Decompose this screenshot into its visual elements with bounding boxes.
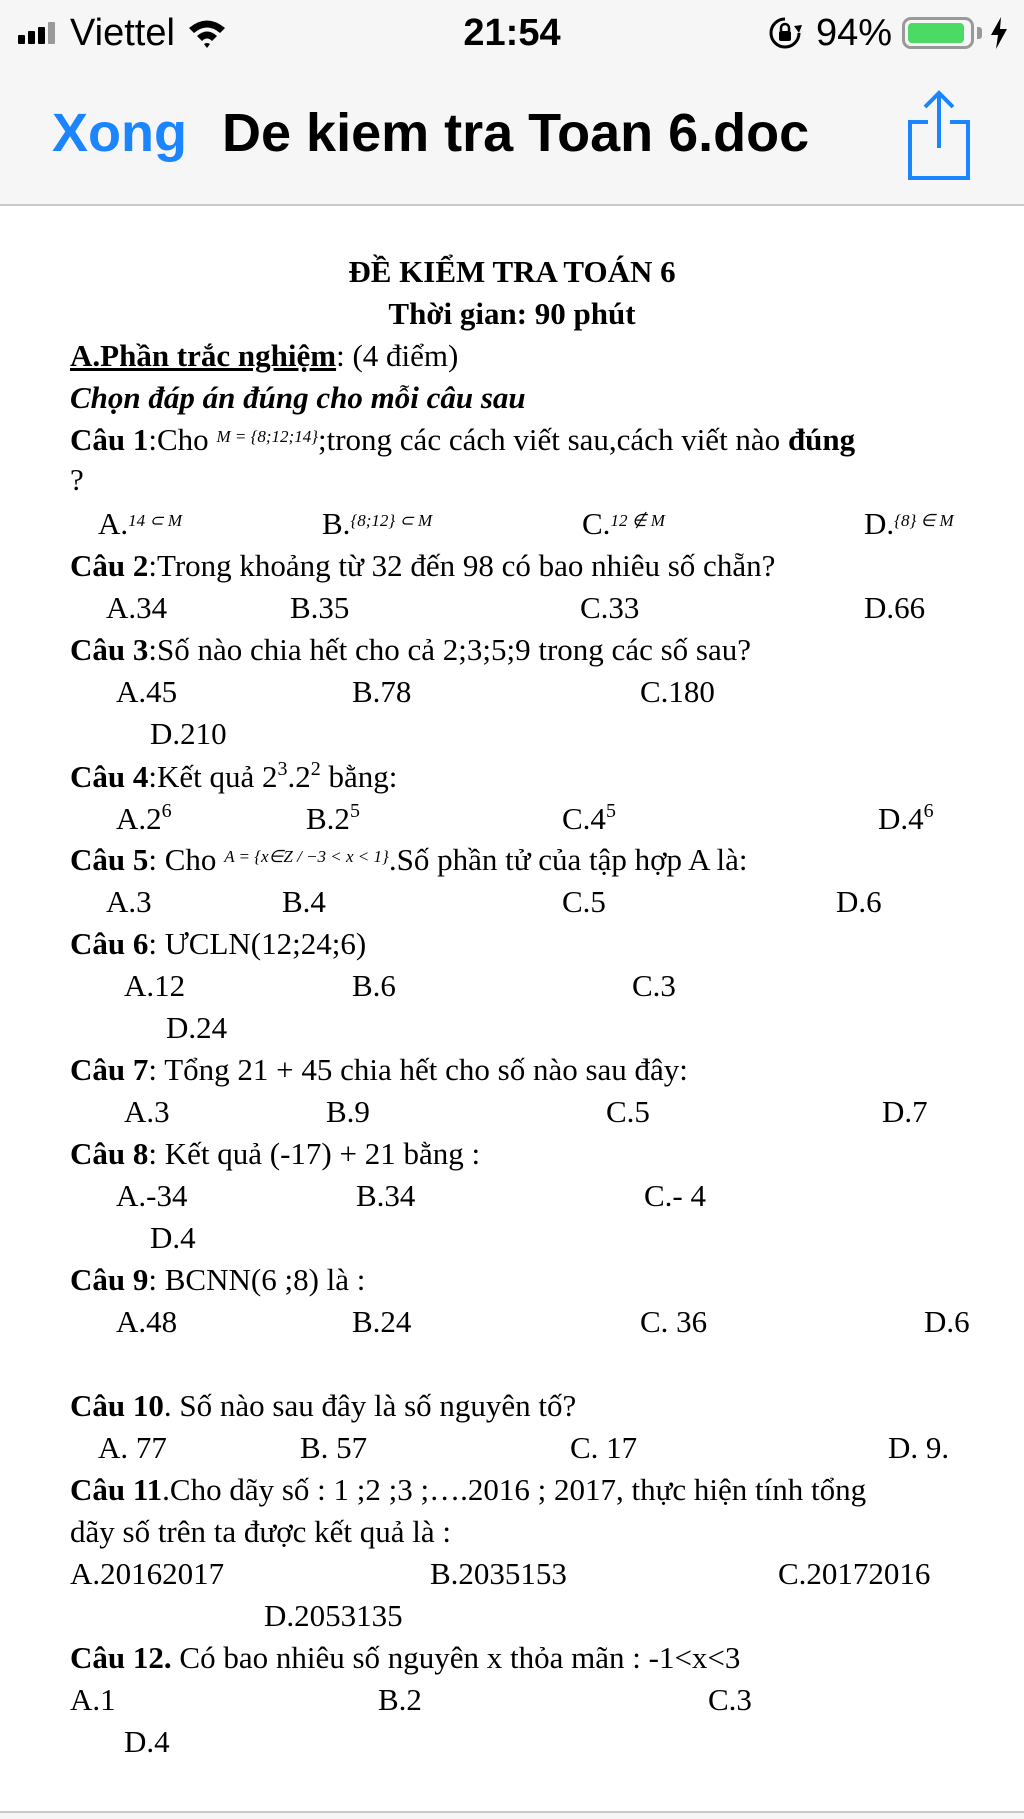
question-9: Câu 9: BCNN(6 ;8) là : xyxy=(70,1262,366,1297)
q4-answer-c: $C.4^5$ xyxy=(562,800,616,836)
document-page[interactable] xyxy=(0,206,1024,1817)
q7-answer-c: C.5 xyxy=(606,1094,650,1129)
exam-heading: ĐỀ KIỂM TRA TOÁN 6 xyxy=(348,254,676,289)
q5-answer-a: A.3 xyxy=(106,884,152,919)
question-1: Câu 1:Cho $^{M = \{8;12;14\}}$;trong các cách viết sau,cách viết nào đúng xyxy=(70,422,856,457)
q1-answer-c: C.$^{12 \notin M}$ xyxy=(582,506,665,541)
q3-answer-c: C.180 xyxy=(640,674,715,709)
q1-answer-a: A.$^{14 \subset M}$ xyxy=(98,506,183,541)
q2-answer-b: B.35 xyxy=(290,590,350,625)
battery-cap xyxy=(977,27,982,39)
question-1-cont: ? xyxy=(70,462,84,497)
q11-answer-a: A.20162017 xyxy=(70,1556,225,1591)
question-5: Câu 5: Cho $^{A = \{x\in Z / -3 < x < 1\}}$.Số phần tử của tập hợp A là: xyxy=(70,842,748,877)
q7-answer-d: D.7 xyxy=(882,1094,928,1129)
status-time: 21:54 xyxy=(463,12,561,54)
q9-answer-a: A.48 xyxy=(116,1304,178,1339)
rotation-lock-icon xyxy=(768,16,802,50)
battery-icon xyxy=(902,17,974,49)
q12-answer-a: A.1 xyxy=(70,1682,116,1717)
q7-answer-a: A.3 xyxy=(124,1094,170,1129)
question-11-cont: dãy số trên ta được kết quả là : xyxy=(70,1514,451,1549)
q5-answer-d: D.6 xyxy=(836,884,882,919)
question-12: Câu 12. Có bao nhiêu số nguyên x thỏa mãn : -1<x<3 xyxy=(70,1640,741,1675)
q5-answer-b: B.4 xyxy=(282,884,326,919)
q3-answer-d: D.210 xyxy=(150,716,227,751)
q4-answer-a: $A.2^6$ xyxy=(116,800,172,836)
navigation-bar xyxy=(0,66,1024,206)
q11-answer-b: B.2035153 xyxy=(430,1556,567,1591)
question-10: Câu 10. Số nào sau đây là số nguyên tố? xyxy=(70,1388,577,1423)
instruction: Chọn đáp án đúng cho mỗi câu sau xyxy=(70,380,526,415)
charging-bolt-icon xyxy=(988,16,1010,50)
status-right xyxy=(768,8,1010,58)
question-4: Câu 4:Kết quả $2^3.2^2$ bằng: xyxy=(70,758,398,794)
q12-answer-d: D.4 xyxy=(124,1724,170,1759)
carrier-name: Viettel xyxy=(70,11,175,54)
page-bottom-edge xyxy=(0,1811,1024,1819)
done-button[interactable]: Xong xyxy=(52,103,187,163)
q7-answer-b: B.9 xyxy=(326,1094,370,1129)
q1-answer-d: D.$^{\{8\} \in M}$ xyxy=(864,506,954,541)
q5-answer-c: C.5 xyxy=(562,884,606,919)
question-3: Câu 3:Số nào chia hết cho cả 2;3;5;9 trong các số sau? xyxy=(70,632,751,667)
q2-answer-a: A.34 xyxy=(106,590,168,625)
q11-answer-c: C.20172016 xyxy=(778,1556,931,1591)
q9-answer-b: B.24 xyxy=(352,1304,412,1339)
q3-answer-b: B.78 xyxy=(352,674,412,709)
battery-percent: 94% xyxy=(815,11,892,54)
q6-answer-a: A.12 xyxy=(124,968,186,1003)
section-a-title: A.Phần trắc nghiệm: (4 điểm) xyxy=(70,338,459,373)
q6-answer-c: C.3 xyxy=(632,968,676,1003)
battery-fill xyxy=(908,23,964,43)
q12-answer-c: C.3 xyxy=(708,1682,752,1717)
q4-answer-b: $B.2^5$ xyxy=(306,800,360,836)
q10-answer-b: B. 57 xyxy=(300,1430,368,1465)
q9-answer-d: D.6 xyxy=(924,1304,970,1339)
question-7: Câu 7: Tổng 21 + 45 chia hết cho số nào sau đây: xyxy=(70,1052,688,1087)
exam-time: Thời gian: 90 phút xyxy=(388,296,636,331)
q1-answer-b: B.$^{\{8;12\} \subset M}$ xyxy=(322,506,433,541)
q10-answer-a: A. 77 xyxy=(98,1430,167,1465)
q10-answer-d: D. 9. xyxy=(888,1430,950,1465)
question-6: Câu 6: ƯCLN(12;24;6) xyxy=(70,926,367,961)
q8-answer-b: B.34 xyxy=(356,1178,416,1213)
q3-answer-a: A.45 xyxy=(116,674,178,709)
document-title: De kiem tra Toan 6.doc xyxy=(222,103,810,163)
q9-answer-c: C. 36 xyxy=(640,1304,708,1339)
q4-answer-d: $D.4^6$ xyxy=(878,800,934,836)
q2-answer-d: D.66 xyxy=(864,590,926,625)
q10-answer-c: C. 17 xyxy=(570,1430,638,1465)
question-2: Câu 2:Trong khoảng từ 32 đến 98 có bao nhiêu số chẵn? xyxy=(70,548,776,583)
q8-answer-d: D.4 xyxy=(150,1220,196,1255)
q8-answer-c: C.- 4 xyxy=(644,1178,706,1213)
q11-answer-d: D.2053135 xyxy=(264,1598,403,1633)
share-icon[interactable] xyxy=(906,88,972,182)
status-bar xyxy=(0,0,1024,66)
q8-answer-a: A.-34 xyxy=(116,1178,188,1213)
q12-answer-b: B.2 xyxy=(378,1682,422,1717)
q6-answer-d: D.24 xyxy=(166,1010,228,1045)
q6-answer-b: B.6 xyxy=(352,968,396,1003)
q2-answer-c: C.33 xyxy=(580,590,640,625)
question-8: Câu 8: Kết quả (-17) + 21 bằng : xyxy=(70,1136,481,1171)
question-11: Câu 11.Cho dãy số : 1 ;2 ;3 ;….2016 ; 2017, thực hiện tính tổng xyxy=(70,1472,867,1507)
